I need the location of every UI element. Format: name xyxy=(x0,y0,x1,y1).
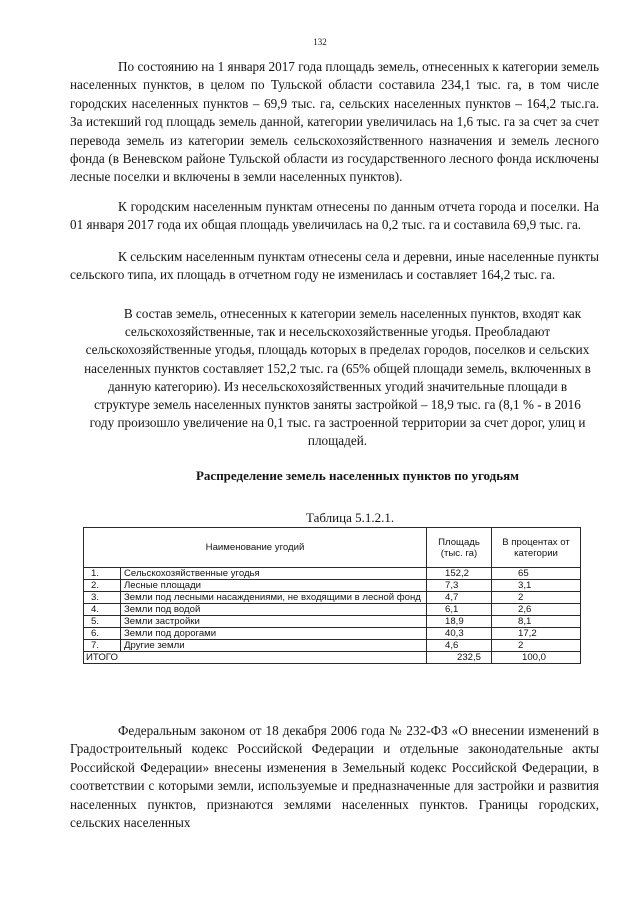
row-name: Земли застройки xyxy=(121,616,427,628)
paragraph-federal-law xyxy=(70,722,599,832)
row-number: 2. xyxy=(84,580,121,592)
header-name: Наименование угодий xyxy=(84,528,427,568)
row-name: Сельскохозяйственные угодья xyxy=(121,568,427,580)
row-percent: 2 xyxy=(492,640,581,652)
header-area: Площадь (тыс. га) xyxy=(427,528,492,568)
row-area: 7,3 xyxy=(427,580,492,592)
row-name: Лесные площади xyxy=(121,580,427,592)
row-area: 152,2 xyxy=(427,568,492,580)
row-number: 5. xyxy=(84,616,121,628)
paragraph-text: Федеральным законом от 18 декабря 2006 года № 232-ФЗ «О внесении изменений в Градостроительный кодекс Российской Федерации и отдельные законодательные акты Российской Федерации» внесены изменения в Земельный кодекс Российской Федерации, в соответствии с которыми земли, используемые и предназначенные для застройки и развития населенных пунктов, признаются землями населенных пунктов. Границы городских, сельских населенных xyxy=(70,723,599,831)
section-heading: Распределение земель населенных пунктов по угодьям xyxy=(195,468,520,483)
row-number: 6. xyxy=(84,628,121,640)
paragraph-land-composition xyxy=(84,305,591,451)
table-row xyxy=(84,592,581,604)
table-row xyxy=(84,604,581,616)
row-percent: 3,1 xyxy=(492,580,581,592)
row-area: 4,6 xyxy=(427,640,492,652)
header-percent: В процентах от категории xyxy=(492,528,581,568)
row-number: 4. xyxy=(84,604,121,616)
table-caption: Таблица 5.1.2.1. xyxy=(306,510,395,525)
row-area: 18,9 xyxy=(427,616,492,628)
row-number: 7. xyxy=(84,640,121,652)
row-area: 4,7 xyxy=(427,592,492,604)
row-area: 6,1 xyxy=(427,604,492,616)
row-percent: 2 xyxy=(492,592,581,604)
row-area: 40,3 xyxy=(427,628,492,640)
paragraph-land-area-2017 xyxy=(70,58,599,187)
total-area: 232,5 xyxy=(427,652,492,664)
table-header-row xyxy=(84,528,581,568)
row-percent: 65 xyxy=(492,568,581,580)
total-label: ИТОГО xyxy=(84,652,427,664)
row-percent: 2,6 xyxy=(492,604,581,616)
row-name: Земли под водой xyxy=(121,604,427,616)
row-number: 1. xyxy=(84,568,121,580)
table-total-row xyxy=(84,652,581,664)
table-row xyxy=(84,640,581,652)
total-percent: 100,0 xyxy=(492,652,581,664)
row-percent: 17,2 xyxy=(492,628,581,640)
paragraph-text: По состоянию на 1 января 2017 года площадь земель, отнесенных к категории земель населенных пунктов, в целом по Тульской области составила 234,1 тыс. га, в том числе городских населенных пунктов – 69,9 тыс. га, сельских населенных пунктов – 164,2 тыс.га. За истекший год площадь земель данной, категории увеличилась на 1,6 тыс. га за счет за счет перевода земель из категории земель сельскохозяйственного назначения и земель лесного фонда (в Веневском районе Тульской области из государственного лесного фонда исключены лесные поселки и включены в земли населенных пунктов). xyxy=(70,59,599,185)
row-percent: 8,1 xyxy=(492,616,581,628)
table-row xyxy=(84,568,581,580)
row-name: Земли под дорогами xyxy=(121,628,427,640)
paragraph-rural-settlements xyxy=(70,248,599,285)
page-number: 132 xyxy=(313,37,327,47)
paragraph-text: К сельским населенным пунктам отнесены села и деревни, иные населенные пункты сельского типа, их площадь в отчетном году не изменилась и составляет 164,2 тыс. га. xyxy=(70,249,599,283)
paragraph-text: В состав земель, отнесенных к категории земель населенных пунктов, входят как сельскохозяйственные, так и несельскохозяйственные угодья. Преобладают сельскохозяйственные угодья, площадь которых в пределах городов, поселков и сельских населенных пунктов составляет 152,2 тыс. га (65% общей площади земель, включенных в данную категорию). Из несельскохозяйственных угодий значительные площади в структуре земель населенных пунктов заняты застройкой – 18,9 тыс. га (8,1 % - в 2016 году произошло увеличение на 0,1 тыс. га застроенной территории за счет дорог, улиц и площадей. xyxy=(84,306,591,449)
row-name: Земли под лесными насаждениями, не входящими в лесной фонд xyxy=(121,592,427,604)
table-row xyxy=(84,580,581,592)
table-row xyxy=(84,616,581,628)
table-row xyxy=(84,628,581,640)
row-number: 3. xyxy=(84,592,121,604)
land-distribution-table xyxy=(83,527,581,664)
paragraph-text: К городским населенным пунктам отнесены по данным отчета города и поселки. На 01 января 2017 года их общая площадь увеличилась на 0,2 тыс. га и составила 69,9 тыс. га. xyxy=(70,199,599,233)
row-name: Другие земли xyxy=(121,640,427,652)
paragraph-urban-settlements xyxy=(70,198,599,235)
